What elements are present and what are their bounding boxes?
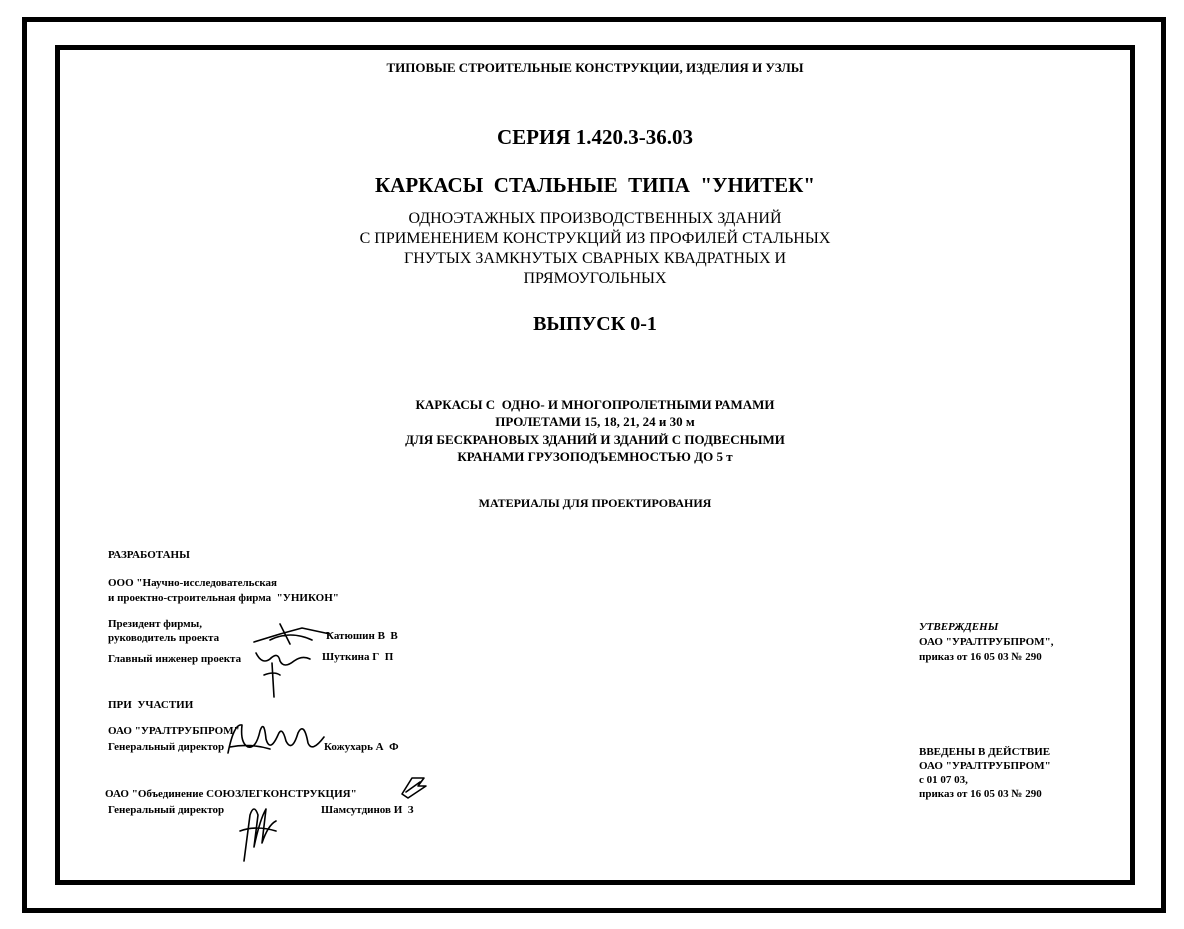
chief-engineer-role: Главный инженер проекта (108, 653, 242, 665)
subtitle-line-4: ПРЯМОУГОЛЬНЫХ (523, 270, 667, 287)
signature-katyushin (250, 620, 340, 648)
description-line-2: ПРОЛЕТАМИ 15, 18, 21, 24 и 30 м (495, 414, 695, 429)
signature-kozhukhar (220, 713, 330, 763)
enacted-order: приказ от 16 05 03 № 290 (919, 788, 1042, 800)
series-category-title: ТИПОВЫЕ СТРОИТЕЛЬНЫЕ КОНСТРУКЦИИ, ИЗДЕЛИЯ И УЗЛЫ (386, 60, 804, 75)
description-line-3: ДЛЯ БЕСКРАНОВЫХ ЗДАНИЙ И ЗДАНИЙ С ПОДВЕСНЫМИ (405, 432, 785, 447)
subtitle-line-2: С ПРИМЕНЕНИЕМ КОНСТРУКЦИЙ ИЗ ПРОФИЛЕЙ СТАЛЬНЫХ (359, 230, 831, 247)
developer-org-line-2: и проектно-строительная фирма "УНИКОН" (108, 592, 339, 604)
subtitle-line-1: ОДНОЭТАЖНЫХ ПРОИЗВОДСТВЕННЫХ ЗДАНИЙ (408, 210, 782, 227)
president-role-line-1: Президент фирмы, (108, 618, 202, 630)
participation-heading: ПРИ УЧАСТИИ (108, 699, 194, 711)
participant-org-1-name: Кожухарь А Ф (324, 741, 399, 753)
developed-heading: РАЗРАБОТАНЫ (108, 549, 190, 561)
participant-org-2: ОАО "Объединение СОЮЗЛЕГКОНСТРУКЦИЯ" (105, 788, 357, 800)
title-sheet (55, 45, 1135, 885)
main-title: КАРКАСЫ СТАЛЬНЫЕ ТИПА "УНИТЕК" (374, 173, 816, 197)
enacted-date: с 01 07 03, (919, 774, 968, 786)
participant-org-2-name: Шамсутдинов И З (321, 804, 414, 816)
approved-order: приказ от 16 05 03 № 290 (919, 651, 1042, 663)
soyuzlegkonstruktsiya-logo-icon (398, 774, 428, 802)
subtitle-line-3: ГНУТЫХ ЗАМКНУТЫХ СВАРНЫХ КВАДРАТНЫХ И (403, 250, 787, 267)
issue-number: ВЫПУСК 0-1 (533, 313, 657, 335)
developer-org-line-1: ООО "Научно-исследовательская (108, 577, 277, 589)
signature-shamsutdinov (236, 795, 286, 865)
materials-label: МАТЕРИАЛЫ ДЛЯ ПРОЕКТИРОВАНИЯ (478, 496, 712, 510)
enacted-org: ОАО "УРАЛТРУБПРОМ" (919, 760, 1051, 772)
enacted-heading: ВВЕДЕНЫ В ДЕЙСТВИЕ (919, 746, 1051, 758)
signature-shutkina (250, 645, 320, 700)
president-name: Катюшин В В (326, 630, 398, 642)
participant-org-1: ОАО "УРАЛТРУБПРОМ" (108, 725, 240, 737)
description-line-1: КАРКАСЫ С ОДНО- И МНОГОПРОЛЕТНЫМИ РАМАМИ (415, 397, 775, 412)
approved-org: ОАО "УРАЛТРУБПРОМ", (919, 636, 1054, 648)
president-role-line-2: руководитель проекта (108, 632, 220, 644)
participant-org-2-role: Генеральный директор (108, 804, 225, 816)
approved-heading: УТВЕРЖДЕНЫ (919, 621, 999, 633)
chief-engineer-name: Шуткина Г П (322, 651, 394, 663)
description-line-4: КРАНАМИ ГРУЗОПОДЪЕМНОСТЬЮ ДО 5 т (457, 449, 733, 464)
participant-org-1-role: Генеральный директор (108, 741, 225, 753)
series-number: СЕРИЯ 1.420.3-36.03 (497, 125, 693, 149)
